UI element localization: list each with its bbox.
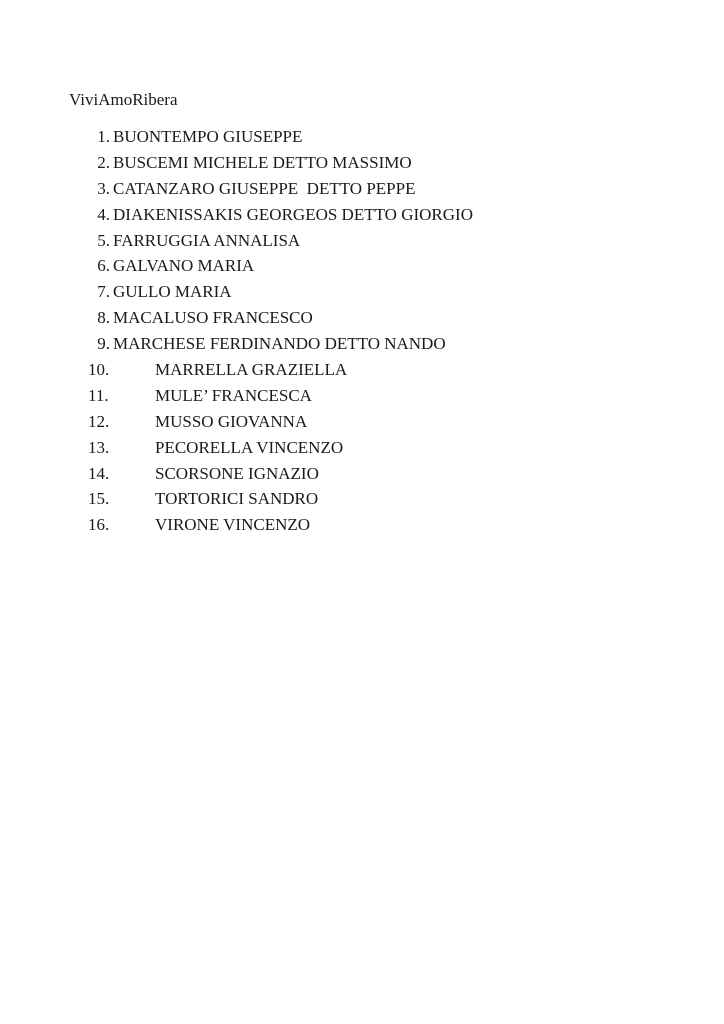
list-item-name: MARCHESE FERDINANDO DETTO NANDO (113, 334, 446, 354)
document-title: ViviAmoRibera (69, 90, 178, 109)
list-item-number: 9. (97, 334, 110, 354)
list-item-number: 14. (88, 463, 110, 483)
list-item-name: CATANZARO GIUSEPPE DETTO PEPPE (113, 178, 416, 198)
list-item-name: MACALUSO FRANCESCO (113, 308, 313, 328)
list-item-number: 8. (97, 308, 110, 328)
list-item-name: BUONTEMPO GIUSEPPE (113, 127, 303, 146)
list-item-number: 12. (88, 411, 110, 431)
list-item-name: VIRONE VINCENZO (155, 515, 311, 535)
list-item-number: 7. (97, 282, 110, 302)
list-item-number: 3. (97, 178, 110, 198)
list-item-name: SCORSONE IGNAZIO (155, 463, 319, 483)
list-item-number: 11. (88, 385, 109, 405)
list-item-name: MUSSO GIOVANNA (155, 411, 308, 431)
list-item-name: FARRUGGIA ANNALISA (113, 230, 301, 250)
list-item-name: MULE’ FRANCESCA (155, 385, 312, 405)
list-item-number: 16. (88, 515, 110, 535)
list-item-name: MARRELLA GRAZIELLA (155, 360, 348, 380)
list-item-name: PECORELLA VINCENZO (155, 437, 344, 457)
list-item-number: 6. (97, 256, 110, 276)
list-item-name: TORTORICI SANDRO (155, 489, 319, 509)
list-item-number: 10. (88, 360, 110, 380)
list-item-number: 13. (88, 437, 110, 457)
list-item-number: 15. (88, 489, 110, 509)
list-item-number: 2. (97, 152, 110, 172)
list-item-name: DIAKENISSAKIS GEORGEOS DETTO GIORGIO (113, 204, 473, 224)
list-item-number: 5. (97, 230, 110, 250)
list-item-name: GULLO MARIA (113, 282, 232, 302)
list-item-number: 1. (97, 127, 110, 146)
list-item-name: GALVANO MARIA (113, 256, 255, 276)
list-item-name: BUSCEMI MICHELE DETTO MASSIMO (113, 152, 412, 172)
list-item-number: 4. (97, 204, 110, 224)
